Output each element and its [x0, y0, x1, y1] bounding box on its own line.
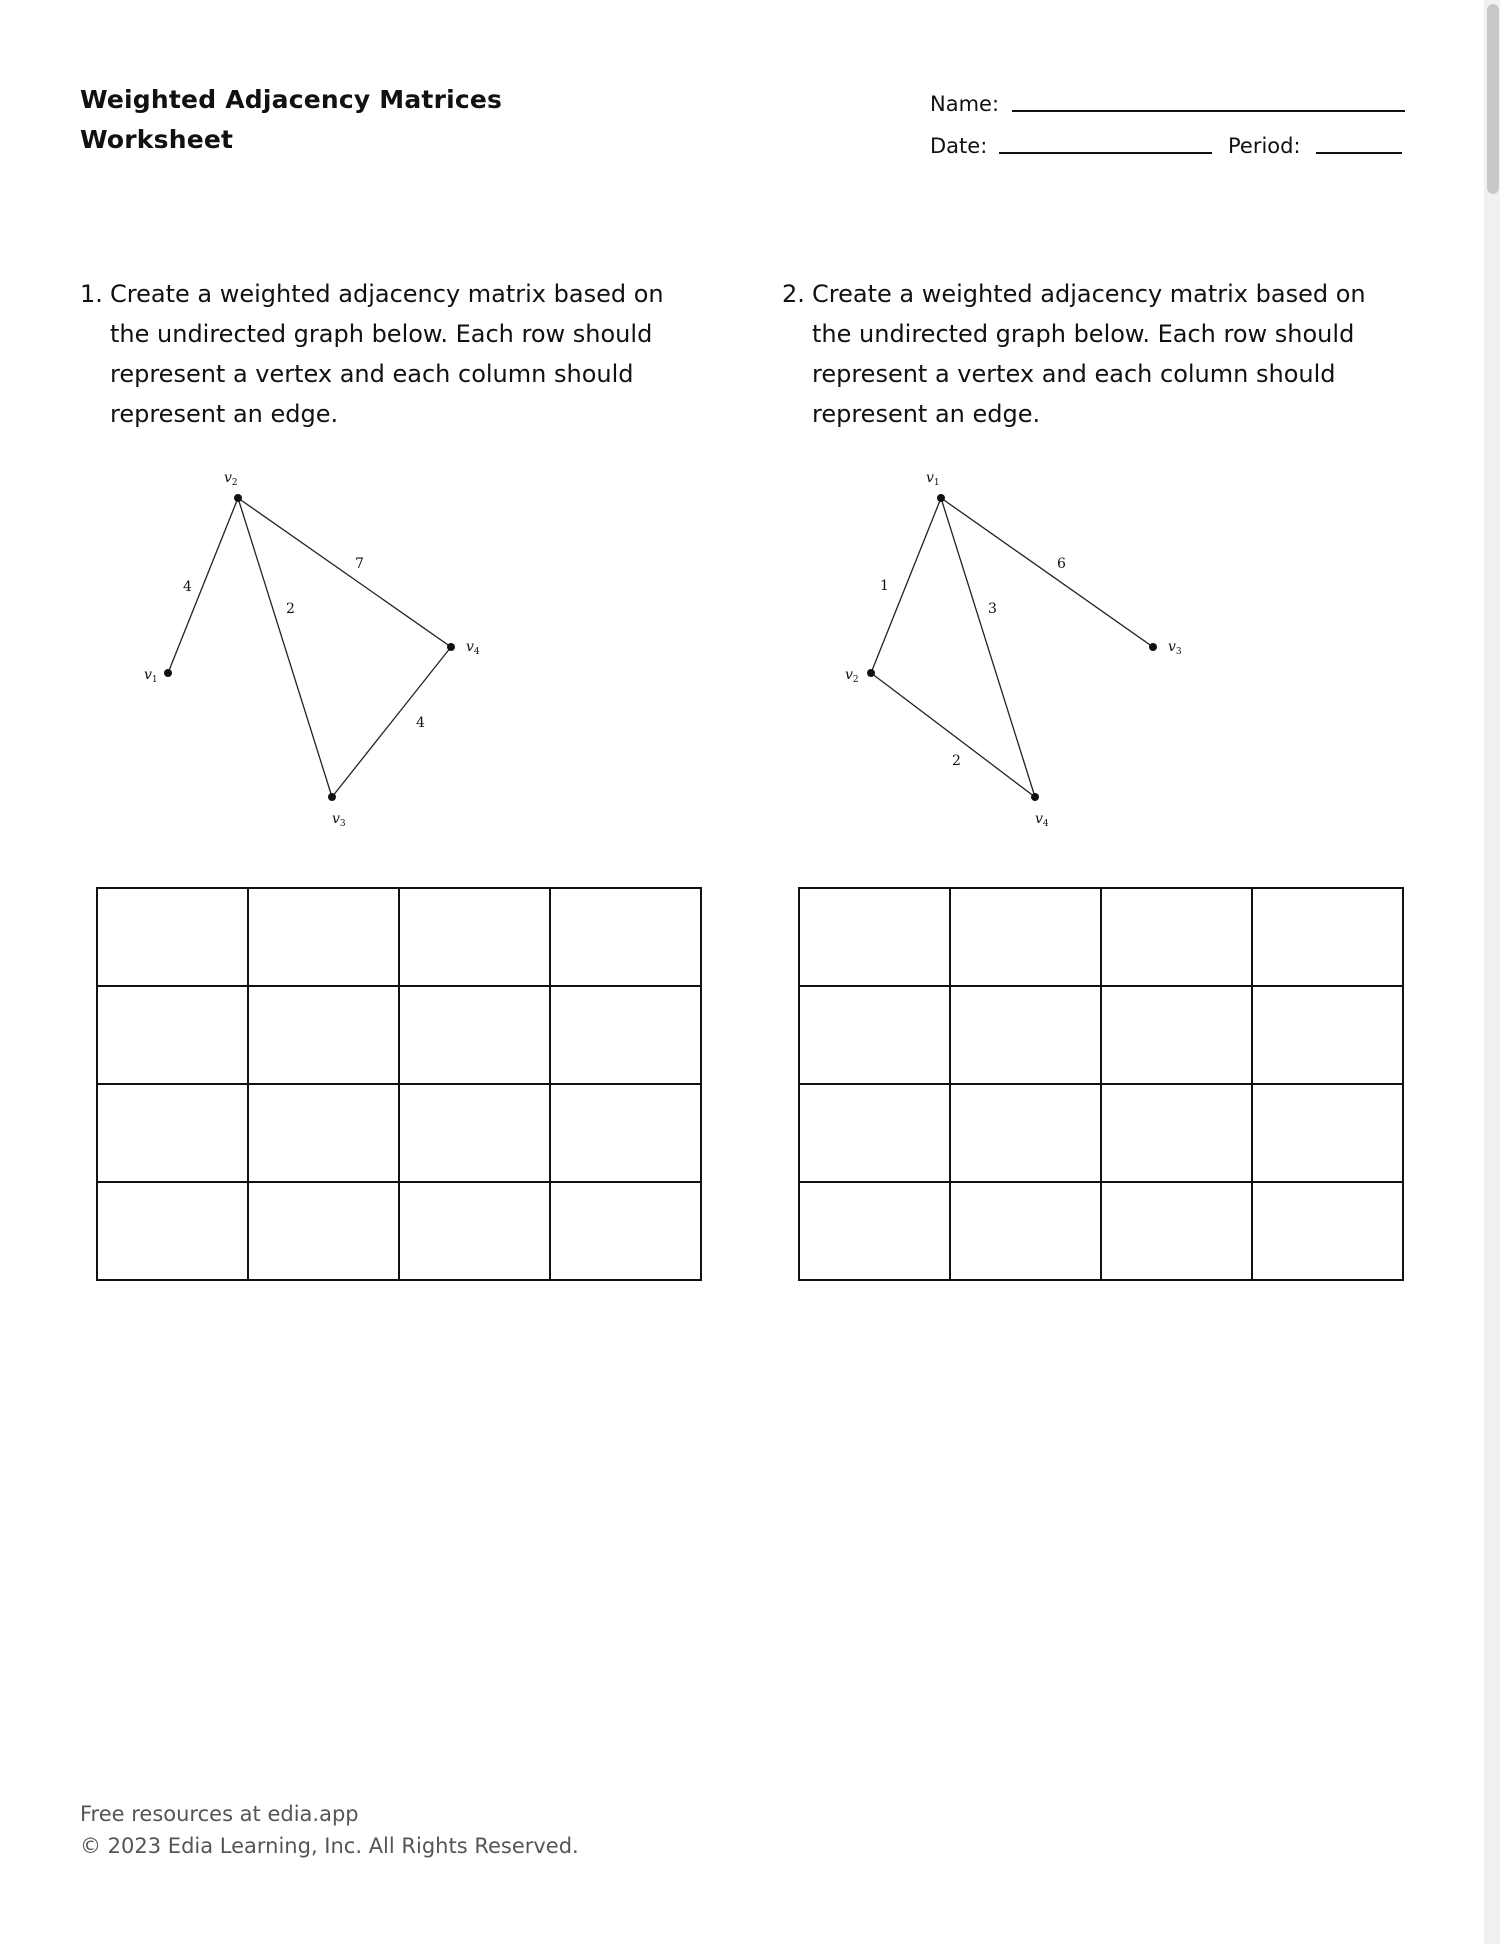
name-line: [1012, 110, 1405, 112]
matrix-1-cell[interactable]: [550, 888, 701, 986]
period-line: [1316, 152, 1402, 154]
graph-2-label-v4: $v_4$: [1035, 811, 1049, 829]
matrix-1-cell[interactable]: [399, 1084, 550, 1182]
question-1-number: 1.: [80, 280, 103, 308]
matrix-1-cell[interactable]: [97, 1084, 248, 1182]
matrix-2-cell[interactable]: [1101, 888, 1252, 986]
matrix-2-cell[interactable]: [799, 1084, 950, 1182]
graph-1-label-v3: $v_3$: [332, 811, 346, 829]
graph-1-label-v2: $v_2$: [224, 470, 238, 488]
matrix-2-cell[interactable]: [799, 888, 950, 986]
matrix-1-cell[interactable]: [550, 986, 701, 1084]
worksheet-title: [80, 80, 502, 160]
footer-resources: Free resources at edia.app: [80, 1802, 359, 1826]
matrix-1-cell[interactable]: [248, 986, 399, 1084]
question-2-number: 2.: [782, 280, 805, 308]
graph-1-weight-v4-v3: 4: [416, 715, 425, 731]
matrix-2-cell[interactable]: [1101, 1182, 1252, 1280]
matrix-1-row: [97, 888, 701, 986]
matrix-table-1: [96, 887, 702, 1281]
graph-1: [130, 460, 510, 840]
matrix-2-cell[interactable]: [1252, 1084, 1403, 1182]
matrix-1-cell[interactable]: [97, 986, 248, 1084]
period-label: Period:: [1228, 134, 1301, 158]
matrix-2-cell[interactable]: [950, 888, 1101, 986]
graph-1-vertex-v3: [328, 793, 336, 801]
graph-1-vertex-v2: [234, 494, 242, 502]
matrix-table-2: [798, 887, 1404, 1281]
graph-1-vertex-v1: [164, 669, 172, 677]
matrix-2-cell[interactable]: [1252, 888, 1403, 986]
matrix-1-cell[interactable]: [248, 888, 399, 986]
vertical-scrollbar[interactable]: [1484, 0, 1500, 1944]
graph-2-weight-v1-v4: 3: [988, 601, 997, 617]
matrix-1-row: [97, 1084, 701, 1182]
matrix-1-cell[interactable]: [248, 1182, 399, 1280]
footer: [80, 1798, 579, 1862]
date-line: [999, 152, 1212, 154]
matrix-2-cell[interactable]: [950, 1084, 1101, 1182]
matrix-2-cell[interactable]: [1101, 1084, 1252, 1182]
graph-2-label-v1: $v_1$: [926, 470, 940, 488]
matrix-2-cell[interactable]: [950, 986, 1101, 1084]
matrix-1-cell[interactable]: [550, 1182, 701, 1280]
graph-2-label-v2: $v_2$: [845, 667, 859, 685]
matrix-2-cell[interactable]: [1252, 986, 1403, 1084]
matrix-2-cell[interactable]: [950, 1182, 1101, 1280]
graph-2-edge-v1-v3: [941, 498, 1153, 647]
matrix-2-cell[interactable]: [799, 1182, 950, 1280]
graph-1-weight-v2-v3: 2: [286, 601, 295, 617]
name-label: Name:: [930, 92, 1000, 116]
graph-1-label-v1: $v_1$: [144, 667, 158, 685]
matrix-2-cell[interactable]: [799, 986, 950, 1084]
graph-2: [832, 460, 1212, 840]
matrix-1-cell[interactable]: [97, 888, 248, 986]
graph-1-edge-v4-v3: [332, 647, 451, 797]
graph-2-edge-v2-v4: [871, 673, 1035, 797]
graph-1-vertex-v4: [447, 643, 455, 651]
matrix-1-cell[interactable]: [550, 1084, 701, 1182]
scrollbar-thumb[interactable]: [1487, 4, 1499, 194]
graph-1-edge-v2-v3: [238, 498, 332, 797]
graph-2-weight-v1-v3: 6: [1057, 556, 1066, 572]
graph-2-vertex-v1: [937, 494, 945, 502]
graph-1-edge-v2-v1: [168, 498, 238, 673]
matrix-2-row: [799, 888, 1403, 986]
graph-2-vertex-v2: [867, 669, 875, 677]
matrix-1-cell[interactable]: [248, 1084, 399, 1182]
matrix-1-row: [97, 1182, 701, 1280]
footer-copyright: © 2023 Edia Learning, Inc. All Rights Reserved.: [80, 1834, 579, 1858]
question-1-text: Create a weighted adjacency matrix based on the undirected graph below. Each row should represent a vertex and each column should represent an edge.: [110, 280, 664, 428]
graph-1-weight-v2-v1: 4: [183, 579, 192, 595]
graph-2-weight-v2-v4: 2: [952, 753, 961, 769]
graph-1-weight-v2-v4: 7: [355, 556, 364, 572]
matrix-2-row: [799, 1084, 1403, 1182]
matrix-1-row: [97, 986, 701, 1084]
matrix-2-cell[interactable]: [1101, 986, 1252, 1084]
matrix-2-row: [799, 1182, 1403, 1280]
question-2-text: Create a weighted adjacency matrix based on the undirected graph below. Each row should represent a vertex and each column should represent an edge.: [812, 280, 1366, 428]
graph-1-label-v4: $v_4$: [466, 639, 480, 657]
title-line-1: Weighted Adjacency Matrices: [80, 85, 503, 114]
title-line-2: Worksheet: [80, 125, 234, 154]
graph-2-weight-v1-v2: 1: [880, 578, 889, 594]
matrix-2-row: [799, 986, 1403, 1084]
matrix-1-cell[interactable]: [399, 1182, 550, 1280]
graph-2-vertex-v3: [1149, 643, 1157, 651]
matrix-2-cell[interactable]: [1252, 1182, 1403, 1280]
graph-2-label-v3: $v_3$: [1168, 639, 1182, 657]
matrix-1-cell[interactable]: [399, 986, 550, 1084]
matrix-1-cell[interactable]: [97, 1182, 248, 1280]
graph-2-vertex-v4: [1031, 793, 1039, 801]
matrix-1-cell[interactable]: [399, 888, 550, 986]
graph-1-edge-v2-v4: [238, 498, 451, 647]
date-label: Date:: [930, 134, 988, 158]
